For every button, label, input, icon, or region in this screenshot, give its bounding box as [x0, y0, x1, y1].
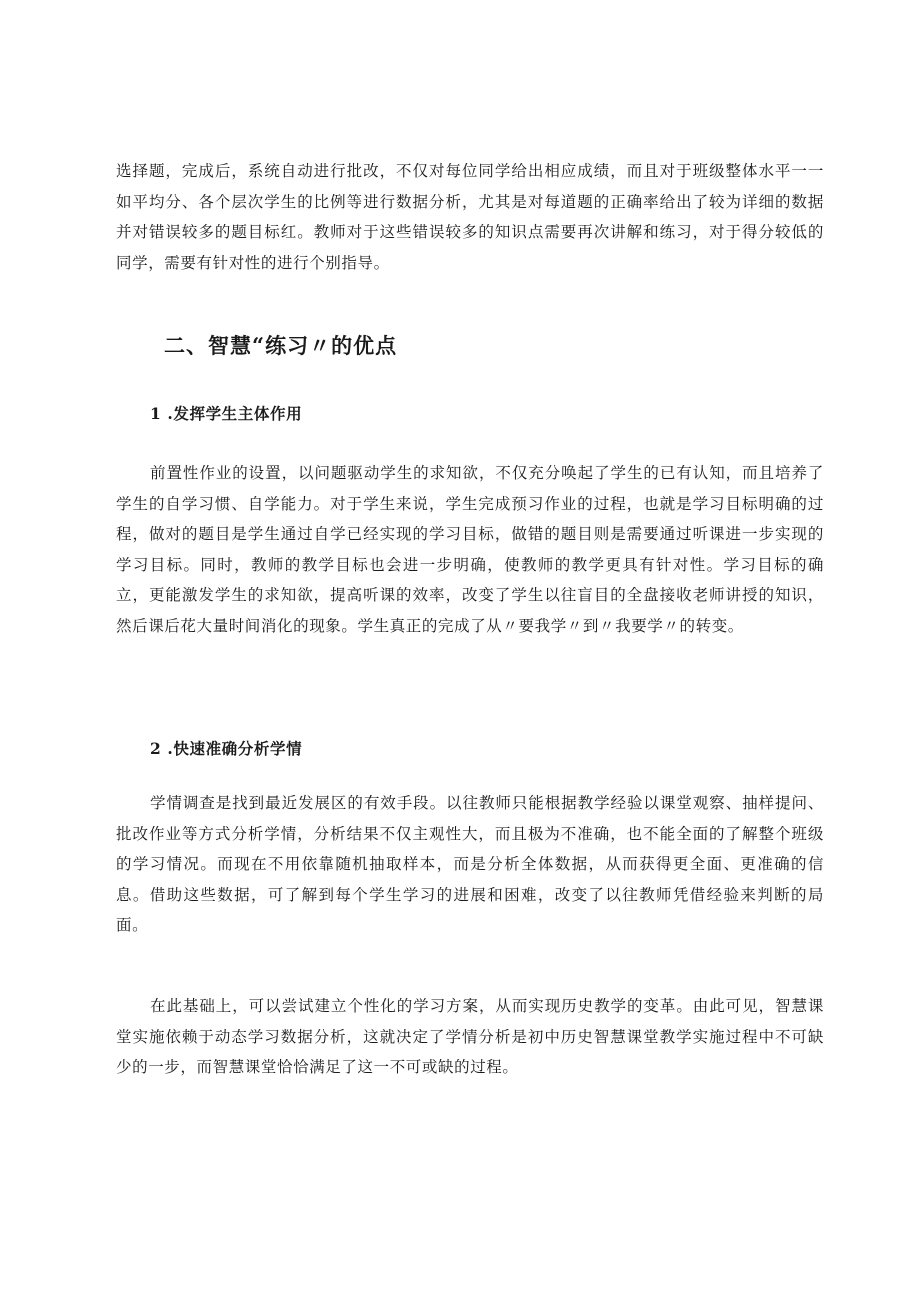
intro-paragraph: 选择题，完成后，系统自动进行批改，不仅对每位同学给出相应成绩，而且对于班级整体水平一一如平均分、各个层次学生的比例等进行数据分析，尤其是对每道题的正确率给出了较为详细的数据并对错误较多的题目标红。教师对于这些错误较多的知识点需要再次讲解和练习，对于得分较低的同学，需要有针对性的进行个别指导。 [116, 162, 824, 272]
subsection-2-paragraph: 学情调查是找到最近发展区的有效手段。以往教师只能根据教学经验以课堂观察、抽样提问、批改作业等方式分析学情，分析结果不仅主观性大，而且极为不准确，也不能全面的了解整个班级的学习情况。而现在不用依靠随机抽取样本，而是分析全体数据，从而获得更全面、更准确的信息。借助这些数据，可了解到每个学生学习的进展和困难，改变了以往教师凭借经验来判断的局面。 [116, 794, 824, 934]
subsection-heading-2: 2 .快速准确分析学情 [150, 739, 303, 758]
subsection-1-paragraph: 前置性作业的设置，以问题驱动学生的求知欲，不仅充分唤起了学生的已有认知，而且培养了学生的自学习惯、自学能力。对于学生来说，学生完成预习作业的过程，也就是学习目标明确的过程，做对的题目是学生通过自学已经实现的学习目标，做错的题目则是需要通过听课进一步实现的学习目标。同时，教师的教学目标也会进一步明确，使教师的教学更具有针对性。学习目标的确立，更能激发学生的求知欲，提高听课的效率，改变了学生以往盲目的全盘接收老师讲授的知识，然后课后花大量时间消化的现象。学生真正的完成了从〃要我学〃到〃我要学〃的转变。 [116, 464, 824, 635]
conclusion-paragraph: 在此基础上，可以尝试建立个性化的学习方案，从而实现历史教学的变革。由此可见，智慧课堂实施依赖于动态学习数据分析，这就决定了学情分析是初中历史智慧课堂教学实施过程中不可缺少的一步，而智慧课堂恰恰满足了这一不可或缺的过程。 [116, 997, 824, 1076]
subsection-heading-1: 1 .发挥学生主体作用 [150, 404, 303, 423]
section-heading: 二、智慧“练习〃的优点 [164, 333, 398, 358]
